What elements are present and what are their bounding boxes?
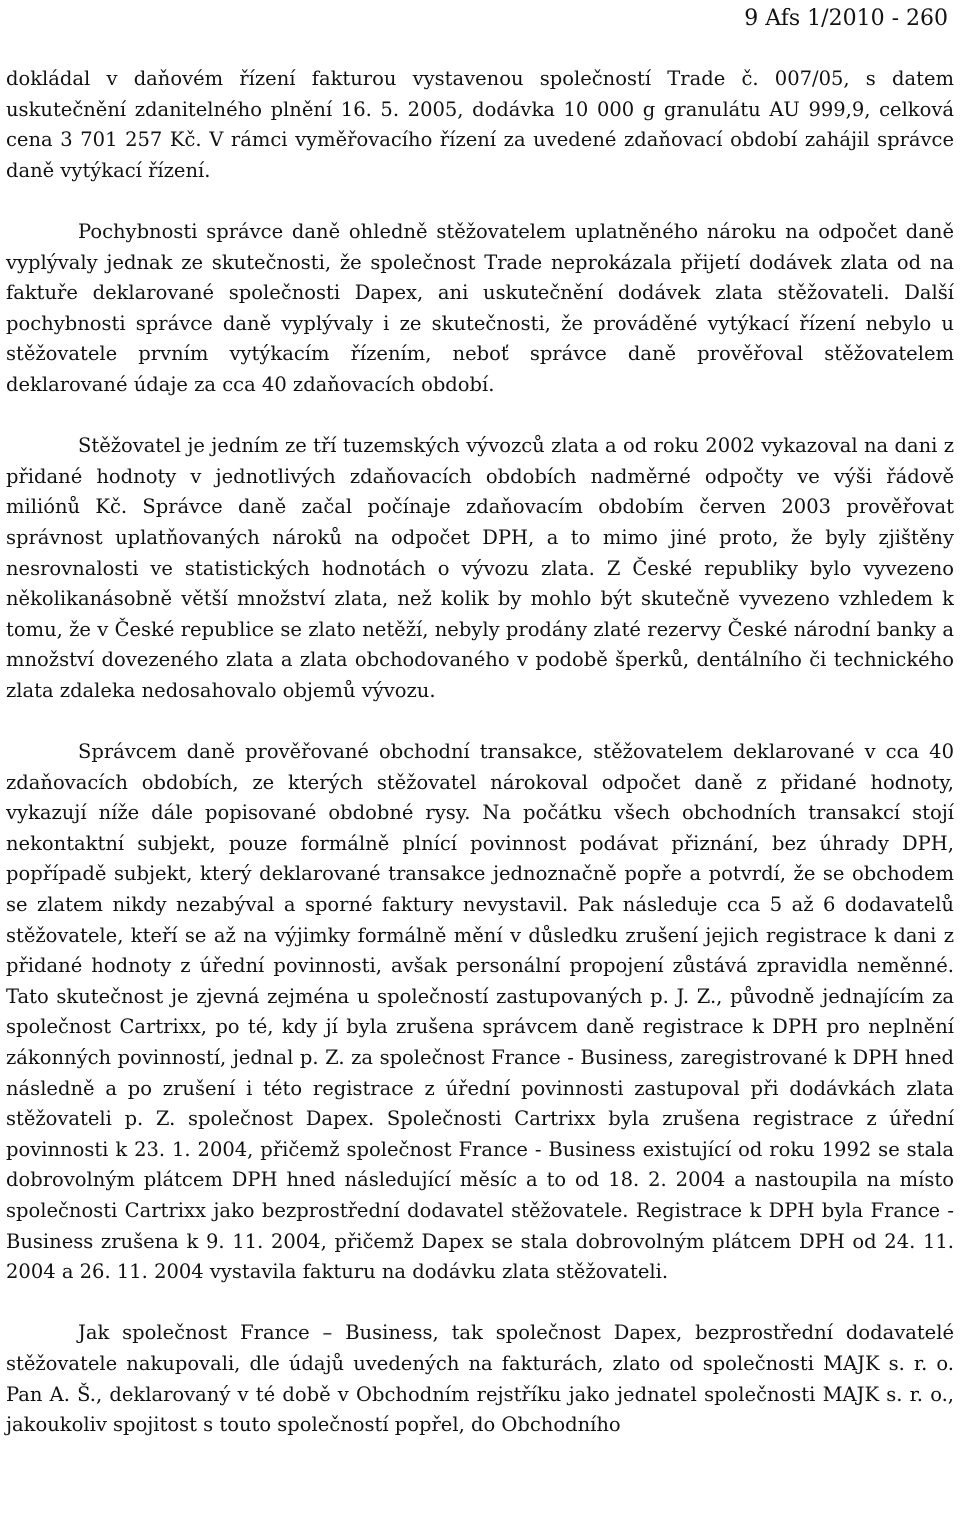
- paragraph-doubts: Pochybnosti správce daně ohledně stěžovatelem uplatněného nároku na odpočet daně vyplývaly jednak ze skutečnosti, že společnost Trade neprokázala přijetí dodávek zlata od na faktuře deklarované společnosti Dapex, ani uskutečnění dodávek zlata stěžovateli. Další pochybnosti správce daně vyplývaly i ze skutečnosti, že prováděné vytýkací řízení nebylo u stěžovatele prvním vytýkacím řízením, neboť správce daně prověřoval stěžovatelem deklarované údaje za cca 40 zdaňovacích období.: [6, 219, 954, 396]
- paragraph-transactions: Správcem daně prověřované obchodní transakce, stěžovatelem deklarované v cca 40 zdaňovacích obdobích, ze kterých stěžovatel nárokoval odpočet daně z přidané hodnoty, vykazují níže dále popisované obdobné rysy. Na počátku všech obchodních transakcí stojí nekontaktní subjekt, pouze formálně plnící povinnost podávat přiznání, bez úhrady DPH, popřípadě subjekt, který deklarované transakce jednoznačně popře a potvrdí, že se obchodem se zlatem nikdy nezabýval a sporné faktury nevystavil. Pak následuje cca 5 až 6 dodavatelů stěžovatele, kteří se až na výjimky formálně mění v důsledku zrušení jejich registrace k dani z přidané hodnoty z úřední povinnosti, avšak personální propojení zůstává zpravidla neměnné. Tato skutečnost je zjevná zejména u společností zastupovaných p. J. Z., původně jednajícím za společnost Cartrixx, po té, kdy jí byla zrušena správcem daně registrace k DPH pro neplnění zákonných povinností, jednal p. Z. za společnost France - Business, zaregistrované k DPH hned následně a po zrušení i této registrace z úřední povinnosti zastupoval při dodávkách zlata stěžovateli p. Z. společnost Dapex. Společnosti Cartrixx byla zrušena registrace z úřední povinnosti k 23. 1. 2004, přičemž společnost France - Business existující od roku 1992 se stala dobrovolným plátcem DPH hned následující měsíc a to od 18. 2. 2004 a nastoupila na místo společnosti Cartrixx jako bezprostřední dodavatel stěžovatele. Registrace k DPH byla France - Business zrušena k 9. 11. 2004, přičemž Dapex se stala dobrovolným plátcem DPH od 24. 11. 2004 a 26. 11. 2004 vystavila fakturu na dodávku zlata stěžovateli.: [6, 740, 954, 1284]
- paragraph-suppliers: Jak společnost France – Business, tak společnost Dapex, bezprostřední dodavatelé stěžovatele nakupovali, dle údajů uvedených na fakturách, zlato od společnosti MAJK s. r. o. Pan A. Š., deklarovaný v té době v Obchodním rejstříku jako jednatel společnosti MAJK s. r. o., jakoukoliv spojitost s touto společností popřel, do Obchodního: [6, 1321, 954, 1437]
- paragraph-complainant-exporter: Stěžovatel je jedním ze tří tuzemských vývozců zlata a od roku 2002 vykazoval na dani z přidané hodnoty v jednotlivých zdaňovacích obdobích nadměrné odpočty ve výši řádově miliónů Kč. Správce daně začal počínaje zdaňovacím obdobím červen 2003 prověřovat správnost uplatňovaných nároků na odpočet DPH, a to mimo jiné proto, že byly zjištěny nesrovnalosti ve statistických hodnotách o vývozu zlata. Z České republiky bylo vyvezeno několikanásobně větší množství zlata, než kolik by mohlo být skutečně vyvezeno vzhledem k tomu, že v České republice se zlato netěží, nebyly prodány zlaté rezervy České národní banky a množství dovezeného zlata a zlata obchodovaného v podobě šperků, dentálního či technického zlata zdaleka nedosahovalo objemů vývozu.: [6, 434, 954, 702]
- document-body: [6, 64, 954, 1441]
- case-number-header: 9 Afs 1/2010 - 260: [744, 6, 948, 31]
- paragraph-continuation: dokládal v daňovém řízení fakturou vystavenou společností Trade č. 007/05, s datem uskutečnění zdanitelného plnění 16. 5. 2005, dodávka 10 000 g granulátu AU 999,9, celková cena 3 701 257 Kč. V rámci vyměřovacího řízení za uvedené zdaňovací období zahájil správce daně vytýkací řízení.: [6, 67, 954, 182]
